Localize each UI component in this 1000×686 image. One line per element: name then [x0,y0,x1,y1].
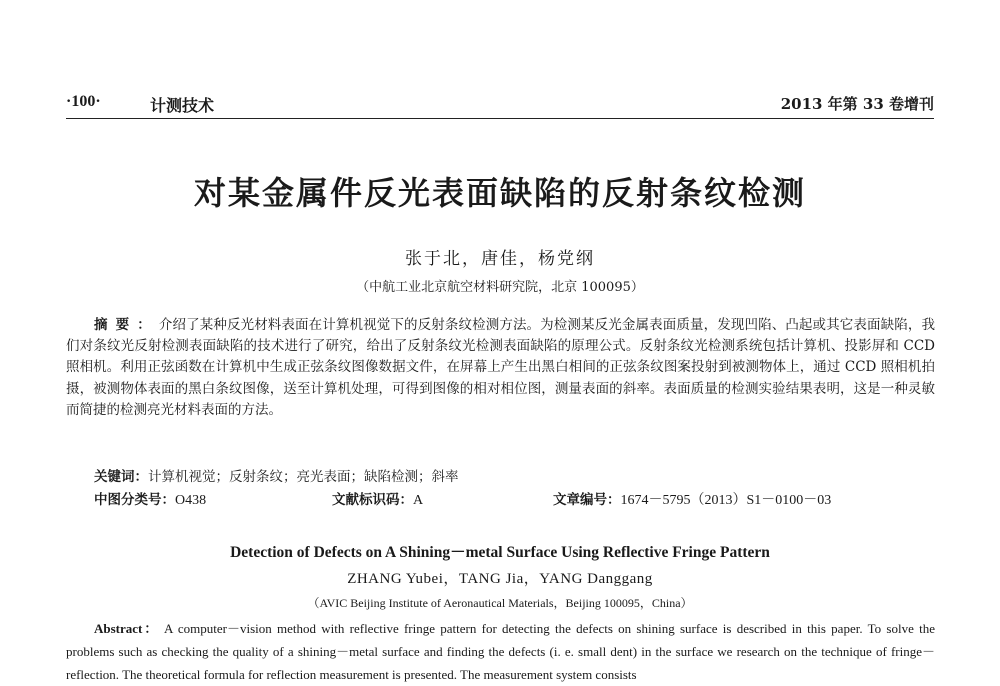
english-authors: ZHANG Yubei，TANG Jia，YANG Danggang [347,571,653,587]
article-number [553,488,831,509]
chinese-abstract-text: 介绍了某种反光材料表面在计算机视觉下的反射条纹检测方法。为检测某反光金属表面质量，发现凹陷、凸起或其它表面缺陷，我们对条纹光反射检测表面缺陷的技术进行了研究，给出了反射条纹光检测表面缺陷的原理公式。反射条纹光检测系统包括计算机、投影屏和 CCD 照相机。利用正弦函数在计算机中生成正弦条纹图像数据文件，在屏幕上产生出黑白相间的正弦条纹图案投射到被测物体上，通过 CCD 照相机拍摄，被测物体表面的黑白条纹图像，送至计算机处理，可得到图像的相对相位图，测量表面的斜率。表面质量的检测实验结果表明，这是一种灵敏而简捷的检测亮光材料表面的方法。 [66,317,936,418]
chinese-abstract-label: 摘要： [94,317,159,333]
document-code [332,488,423,509]
header-rule [66,118,934,119]
article-no-value: 1674－5795（2013）S1－0100－03 [620,493,832,508]
english-abstract [66,617,935,686]
clc-value: O438 [175,493,207,508]
english-title: Detection of Defects on A Shining－metal Surface Using Reflective Fringe Pattern [230,544,770,561]
clc-label: 中图分类号： [94,492,175,508]
article-no-label: 文章编号： [553,492,621,508]
classification-row [0,488,1000,508]
chinese-affiliation: （中航工业北京航空材料研究院，北京 100095） [356,280,644,295]
chinese-keywords [94,465,459,485]
doc-code-value: A [413,493,424,508]
page-number: ·100· [66,93,101,110]
issue-info: 2013 年第 33 卷增刊 [780,95,934,113]
english-abstract-text: A computer－vision method with reflective fringe pattern for detecting the defects on shining surface is described in this paper. To solve the problems such as checking the quality of a shining－metal surface and finding the defects (i. e. small dent) in the surface we research on the technique of fringe－reflection. The theoretical formula for reflection measurement is presented. The measurement system consists [66,621,935,682]
running-header [66,93,934,115]
chinese-title: 对某金属件反光表面缺陷的反射条纹检测 [193,174,806,212]
keywords-text: 计算机视觉；反射条纹；亮光表面；缺陷检测；斜率 [148,469,459,485]
clc-number [94,488,206,509]
english-abstract-label: Abstract： [94,621,160,636]
chinese-authors: 张于北，唐佳，杨党纲 [405,249,595,269]
doc-code-label: 文献标识码： [332,492,413,508]
keywords-label: 关键词： [94,469,148,485]
english-affiliation: （AVIC Beijing Institute of Aeronautical Materials，Beijing 100095，China） [307,596,693,610]
journal-name: 计测技术 [150,96,215,115]
chinese-abstract [66,315,935,421]
